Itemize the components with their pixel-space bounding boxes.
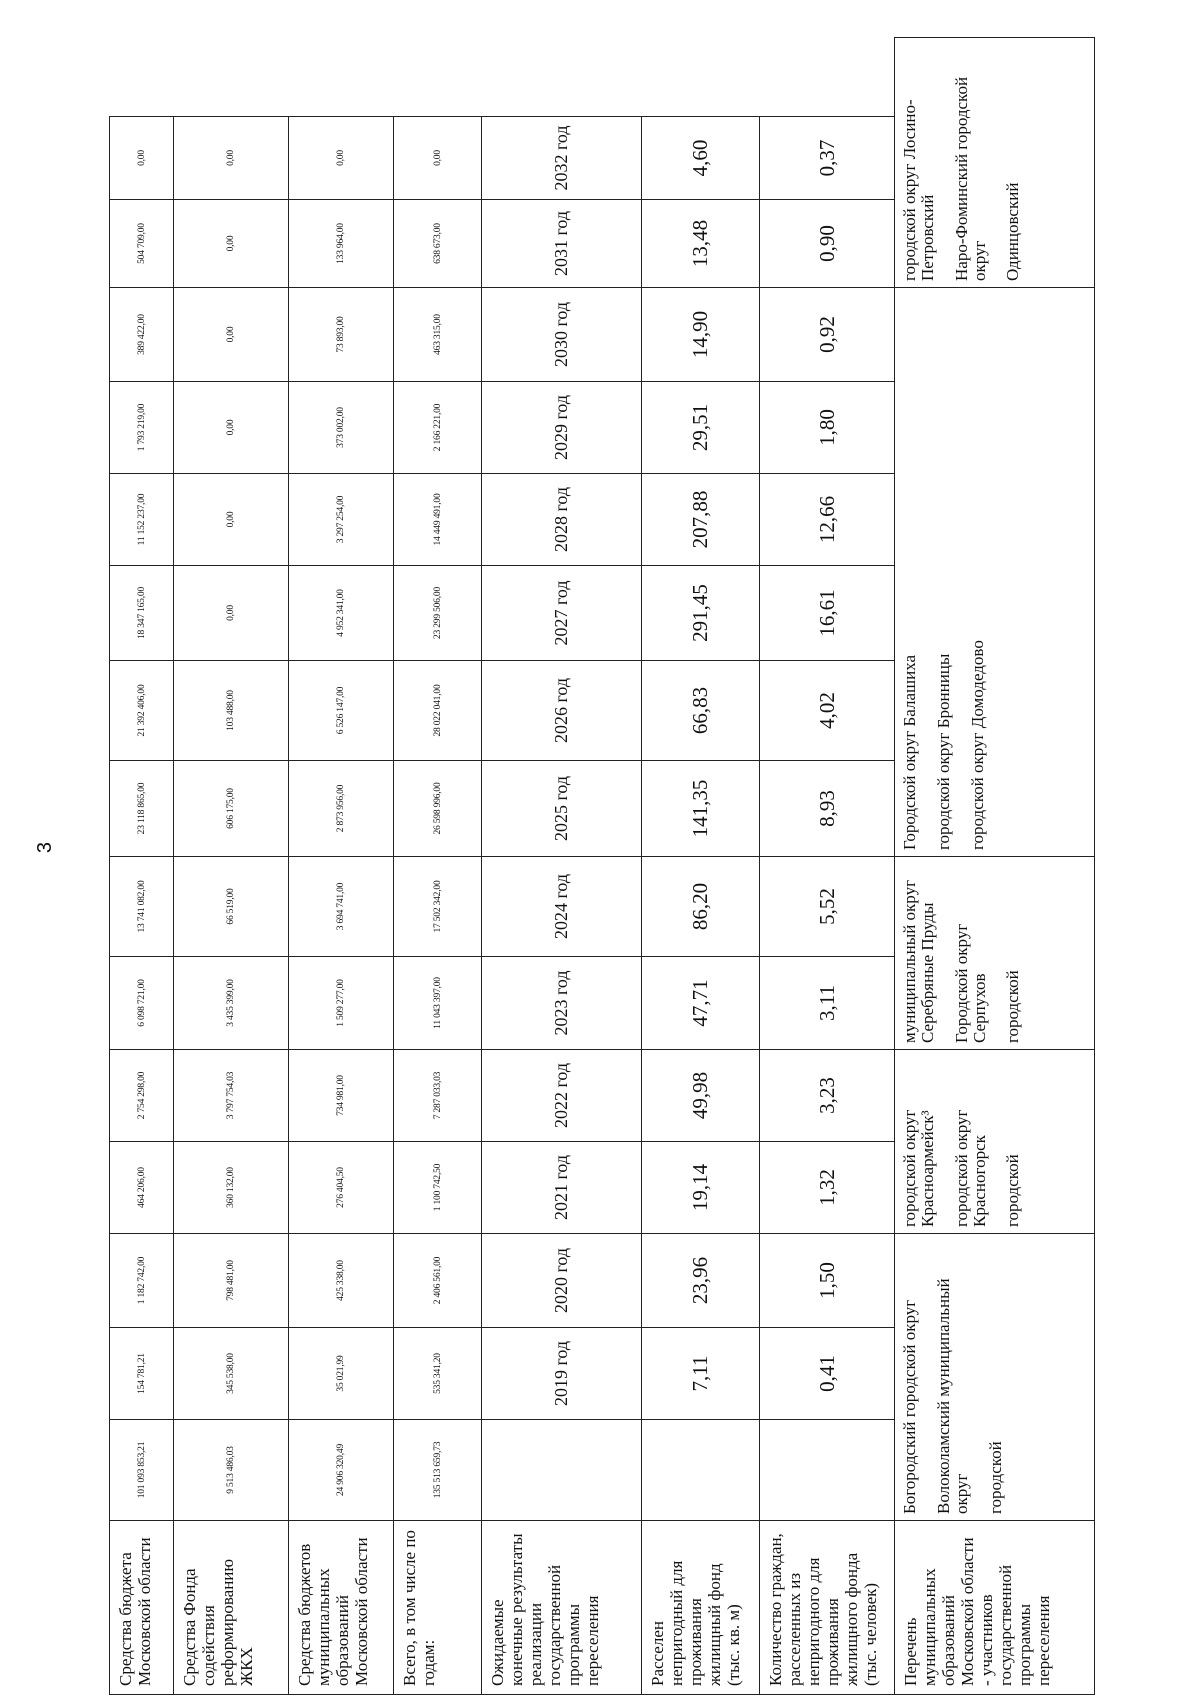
row-label: Количество граждан, расселенных из непригодного для проживания жилищного фонда (тыс. человек): [760, 1521, 895, 1695]
table-row: [110, 38, 174, 1695]
cell-2030: 0,92: [760, 288, 895, 382]
cell-2019: 154 781,21: [110, 1328, 174, 1420]
municipality-name: городской: [1003, 970, 1023, 1043]
cell-2026: 21 392 406,00: [110, 661, 174, 761]
year-2024: 2024 год: [482, 857, 642, 957]
cell-2029: 2 166 221,00: [394, 382, 482, 474]
cell-2020: 2 406 561,00: [394, 1234, 482, 1328]
cell-2024: 66 519,00: [174, 857, 289, 957]
table-row: [482, 38, 642, 1695]
cell-2023: 3,11: [760, 957, 895, 1050]
cell-2025: 606 175,00: [174, 761, 289, 857]
cell-2031: 638 673,00: [394, 200, 482, 288]
municipality-name: Одинцовский: [1003, 182, 1023, 281]
page-number: 3: [34, 841, 57, 854]
row-label: Средства бюджета Московской области: [110, 1521, 174, 1695]
cell-2026: 4,02: [760, 661, 895, 761]
cell-2029: 1 793 219,00: [110, 382, 174, 474]
cell-2028: 12,66: [760, 474, 895, 566]
cell-2028: 207,88: [642, 474, 760, 566]
cell-total: [760, 1420, 895, 1521]
year-2022: 2022 год: [482, 1050, 642, 1142]
year-2026: 2026 год: [482, 661, 642, 761]
cell-2024: 17 502 342,00: [394, 857, 482, 957]
cell-2032: 0,00: [174, 117, 289, 200]
cell-2020: 23,96: [642, 1234, 760, 1328]
cell-2020: 1 182 742,00: [110, 1234, 174, 1328]
cell-2031: 133 964,00: [289, 200, 394, 288]
cell-2021: 1,32: [760, 1142, 895, 1234]
municipality-name: городской округ Лосино-Петровский: [900, 99, 937, 281]
rotated-table-wrapper: [109, 37, 1094, 1695]
cell-2019: 535 341,20: [394, 1328, 482, 1420]
cell-2020: 425 338,00: [289, 1234, 394, 1328]
cell-2032: 0,37: [760, 117, 895, 200]
cell-2032: 0,00: [289, 117, 394, 200]
cell-2030: 389 422,00: [110, 288, 174, 382]
cell-2021: 464 206,00: [110, 1142, 174, 1234]
cell-2022: 7 287 033,03: [394, 1050, 482, 1142]
municipality-column: [895, 1050, 1095, 1234]
cell-2029: 29,51: [642, 382, 760, 474]
cell-2022: 3,23: [760, 1050, 895, 1142]
row-label: Всего, в том числе по годам:: [394, 1521, 482, 1695]
row-label: Средства Фонда содействия реформированию ЖКХ: [174, 1521, 289, 1695]
cell-2026: 6 526 147,00: [289, 661, 394, 761]
cell-2026: 66,83: [642, 661, 760, 761]
cell-2032: 0,00: [110, 117, 174, 200]
cell-2025: 2 873 956,00: [289, 761, 394, 857]
cell-2029: 0,00: [174, 382, 289, 474]
cell-2029: 373 002,00: [289, 382, 394, 474]
cell-2031: 13,48: [642, 200, 760, 288]
cell-2025: 141,35: [642, 761, 760, 857]
table-row: [895, 38, 1095, 1695]
cell-2022: 49,98: [642, 1050, 760, 1142]
cell-2024: 13 741 082,00: [110, 857, 174, 957]
cell-2031: 504 709,00: [110, 200, 174, 288]
cell-2027: 18 347 165,00: [110, 566, 174, 661]
municipality-name: городской округ Домодедово: [967, 640, 987, 850]
year-2031: 2031 год: [482, 200, 642, 288]
cell-2021: 360 132,00: [174, 1142, 289, 1234]
municipality-name: муниципальный округ Серебряные Пруды: [900, 879, 937, 1043]
municipality-name: Богородский городской округ: [900, 1299, 919, 1514]
year-2027: 2027 год: [482, 566, 642, 661]
year-2030: 2030 год: [482, 288, 642, 382]
cell-2022: 734 981,00: [289, 1050, 394, 1142]
municipality-name: городской: [985, 1441, 1005, 1514]
cell-2027: 16,61: [760, 566, 895, 661]
municipality-column: [895, 857, 1095, 1050]
municipality-column: [895, 288, 1095, 857]
cell-2025: 8,93: [760, 761, 895, 857]
row-label: Ожидаемые конечные результаты реализации государственной программы переселения: [482, 1521, 642, 1695]
year-2021: 2021 год: [482, 1142, 642, 1234]
cell-2024: 3 694 741,00: [289, 857, 394, 957]
cell-2023: 3 435 399,00: [174, 957, 289, 1050]
cell-2025: 23 118 865,00: [110, 761, 174, 857]
cell-2023: 6 098 721,00: [110, 957, 174, 1050]
year-2025: 2025 год: [482, 761, 642, 857]
cell-2032: 4,60: [642, 117, 760, 200]
municipality-name: Городской округ Серпухов: [951, 923, 989, 1043]
cell-2019: 7,11: [642, 1328, 760, 1420]
cell-2023: 11 043 397,00: [394, 957, 482, 1050]
cell-2028: 11 152 237,00: [110, 474, 174, 566]
table-row: [174, 38, 289, 1695]
table-row: [289, 38, 394, 1695]
cell-2023: 1 509 277,00: [289, 957, 394, 1050]
year-2032: 2032 год: [482, 117, 642, 200]
municipality-name: городской округ Бронницы: [933, 653, 953, 850]
cell-2031: 0,00: [174, 200, 289, 288]
cell-total: 24 906 320,49: [289, 1420, 394, 1521]
cell-2030: 14,90: [642, 288, 760, 382]
cell-2021: 19,14: [642, 1142, 760, 1234]
cell-2019: 345 538,00: [174, 1328, 289, 1420]
row-label: Перечень муниципальных образований Московской области - участников государственной программы переселения: [895, 1521, 1095, 1695]
cell-2023: 47,71: [642, 957, 760, 1050]
year-2028: 2028 год: [482, 474, 642, 566]
cell-total: 9 513 486,03: [174, 1420, 289, 1521]
cell-total: 135 513 659,73: [394, 1420, 482, 1521]
year-2019: 2019 год: [482, 1328, 642, 1420]
cell-2022: 2 754 298,00: [110, 1050, 174, 1142]
cell-2020: 1,50: [760, 1234, 895, 1328]
year-2029: 2029 год: [482, 382, 642, 474]
municipality-name: городской: [1003, 1154, 1023, 1227]
cell-2027: 23 299 506,00: [394, 566, 482, 661]
table-row: [642, 38, 760, 1695]
cell-2021: 1 100 742,50: [394, 1142, 482, 1234]
cell-2020: 798 481,00: [174, 1234, 289, 1328]
municipality-column: [895, 1234, 1095, 1521]
year-2023: 2023 год: [482, 957, 642, 1050]
table-row: [394, 38, 482, 1695]
row-label: Средства бюджетов муниципальных образований Московской области: [289, 1521, 394, 1695]
municipality-column: [895, 38, 1095, 288]
cell-2026: 28 022 041,00: [394, 661, 482, 761]
cell-2032: 0,00: [394, 117, 482, 200]
cell-2027: 4 952 341,00: [289, 566, 394, 661]
cell-2029: 1,80: [760, 382, 895, 474]
cell-2027: 0,00: [174, 566, 289, 661]
municipality-name: городской округ Красноармейск³: [900, 1109, 937, 1227]
cell-total: [642, 1420, 760, 1521]
table-row: [760, 38, 895, 1695]
cell-2028: 0,00: [174, 474, 289, 566]
cell-2019: 0,41: [760, 1328, 895, 1420]
municipality-name: городской округ Красногорск: [951, 1109, 989, 1227]
cell-2030: 463 315,00: [394, 288, 482, 382]
cell-2030: 73 893,00: [289, 288, 394, 382]
row-label: Расселен непригодный для проживания жилищный фонд (тыс. кв. м): [642, 1521, 760, 1695]
cell-2022: 3 797 754,03: [174, 1050, 289, 1142]
cell-2019: 35 021,99: [289, 1328, 394, 1420]
municipality-name: Городской округ Балашиха: [900, 654, 919, 850]
cell-2024: 5,52: [760, 857, 895, 957]
cell-total: 101 093 853,21: [110, 1420, 174, 1521]
cell-total: [482, 1420, 642, 1521]
municipality-name: Наро-Фоминский городской округ: [951, 76, 989, 281]
cell-2030: 0,00: [174, 288, 289, 382]
cell-2028: 3 297 254,00: [289, 474, 394, 566]
cell-2024: 86,20: [642, 857, 760, 957]
cell-2031: 0,90: [760, 200, 895, 288]
cell-2027: 291,45: [642, 566, 760, 661]
year-2020: 2020 год: [482, 1234, 642, 1328]
cell-2026: 103 488,00: [174, 661, 289, 761]
cell-2028: 14 449 491,00: [394, 474, 482, 566]
program-funding-table: [109, 37, 1095, 1695]
cell-2025: 26 598 996,00: [394, 761, 482, 857]
cell-2021: 276 404,50: [289, 1142, 394, 1234]
municipality-name: Волоколамский муниципальный округ: [933, 1278, 971, 1514]
